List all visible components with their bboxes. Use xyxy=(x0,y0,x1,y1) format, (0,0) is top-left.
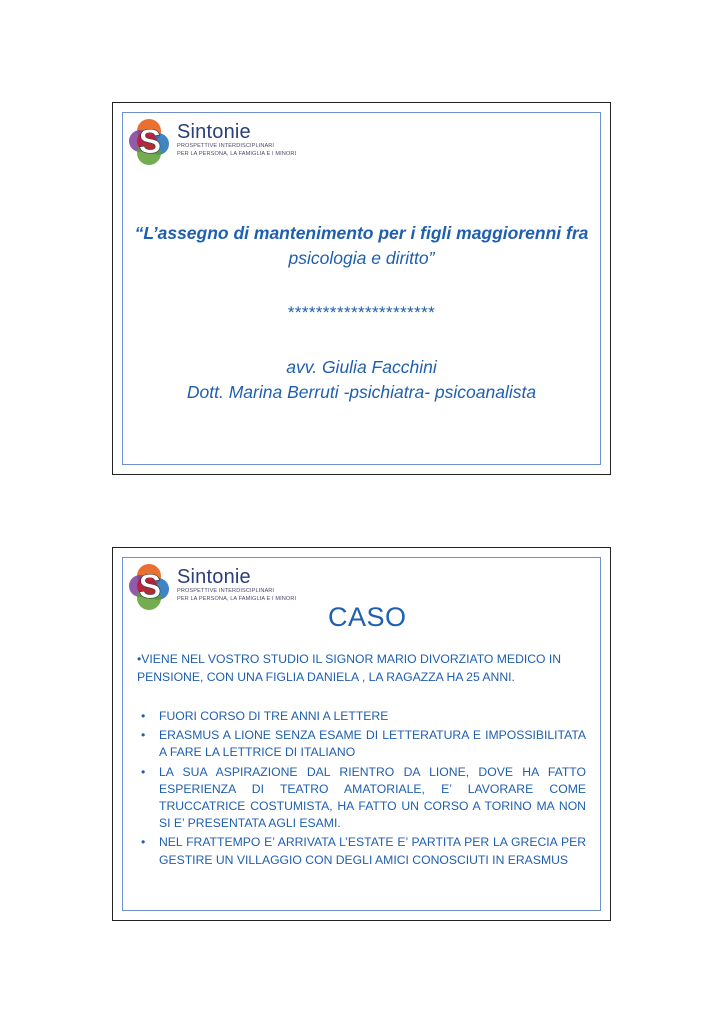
svg-text:S: S xyxy=(138,123,162,161)
case-intro: •VIENE NEL VOSTRO STUDIO IL SIGNOR MARIO DIVORZIATO MEDICO IN PENSIONE, CON UNA FIGLIA DANIELA , LA RAGAZZA HA 25 ANNI. xyxy=(137,652,562,684)
sintonie-s-logo-icon xyxy=(127,562,175,614)
logo-subtitle-line2: PER LA PERSONA, LA FAMIGLIA E I MINORI xyxy=(177,595,297,602)
logo-title: Sintonie xyxy=(177,121,251,143)
slide-2-heading: CASO xyxy=(328,602,407,632)
slide-2 xyxy=(112,547,611,921)
slide-1-authors xyxy=(123,355,600,405)
bullet-icon: • xyxy=(141,835,146,850)
sintonie-logo xyxy=(127,117,302,173)
list-item: • NEL FRATTEMPO E’ ARRIVATA L’ESTATE E’ PARTITA PER LA GRECIA PER GESTIRE UN VILLAGGIO CON DEGLI AMICI CONOSCIUTI IN ERASMUS xyxy=(141,835,586,867)
slide-2-frame xyxy=(122,557,601,911)
slide-1 xyxy=(112,102,611,475)
author-1: avv. Giulia Facchini xyxy=(286,357,437,377)
list-item: • LA SUA ASPIRAZIONE DAL RIENTRO DA LIONE, DOVE HA FATTO ESPERIENZA DI TEATRO AMATORIALE, E’ LAVORARE COME TRUCCATRICE COSTUMISTA, HA FATTO UN CORSO A TORINO MA NON SI E’ PRESENTATA AGLI ESAMI. xyxy=(141,764,586,831)
case-details-list xyxy=(139,708,586,871)
sintonie-logo xyxy=(127,562,302,618)
logo-subtitle-line1: PROSPETTIVE INTERDISCIPLINARI xyxy=(177,588,275,594)
bullet-icon: • xyxy=(141,764,146,779)
logo-subtitle-line1: PROSPETTIVE INTERDISCIPLINARI xyxy=(177,143,275,149)
sintonie-s-logo-icon xyxy=(127,117,175,169)
author-2: Dott. Marina Berruti -psichiatra- psicoanalista xyxy=(186,382,537,402)
svg-text:S: S xyxy=(138,568,162,606)
list-item: • ERASMUS A LIONE SENZA ESAME DI LETTERATURA E IMPOSSIBILITATA A FARE LA LETTRICE DI ITALIANO xyxy=(141,728,586,760)
bullet-icon: • xyxy=(141,709,146,723)
slide-1-title-line1: “L’assegno di mantenimento per i figli maggiorenni fra xyxy=(134,223,589,243)
bullet-icon: • xyxy=(141,728,146,743)
stars-separator: ********************* xyxy=(287,303,436,322)
slide-1-title-line2: psicologia e diritto” xyxy=(288,248,435,268)
slide-1-frame xyxy=(122,112,601,465)
logo-title: Sintonie xyxy=(177,566,251,588)
list-item: • FUORI CORSO DI TRE ANNI A LETTERE xyxy=(139,708,586,725)
logo-subtitle-line2: PER LA PERSONA, LA FAMIGLIA E I MINORI xyxy=(177,150,297,157)
slide-1-title xyxy=(123,221,600,271)
